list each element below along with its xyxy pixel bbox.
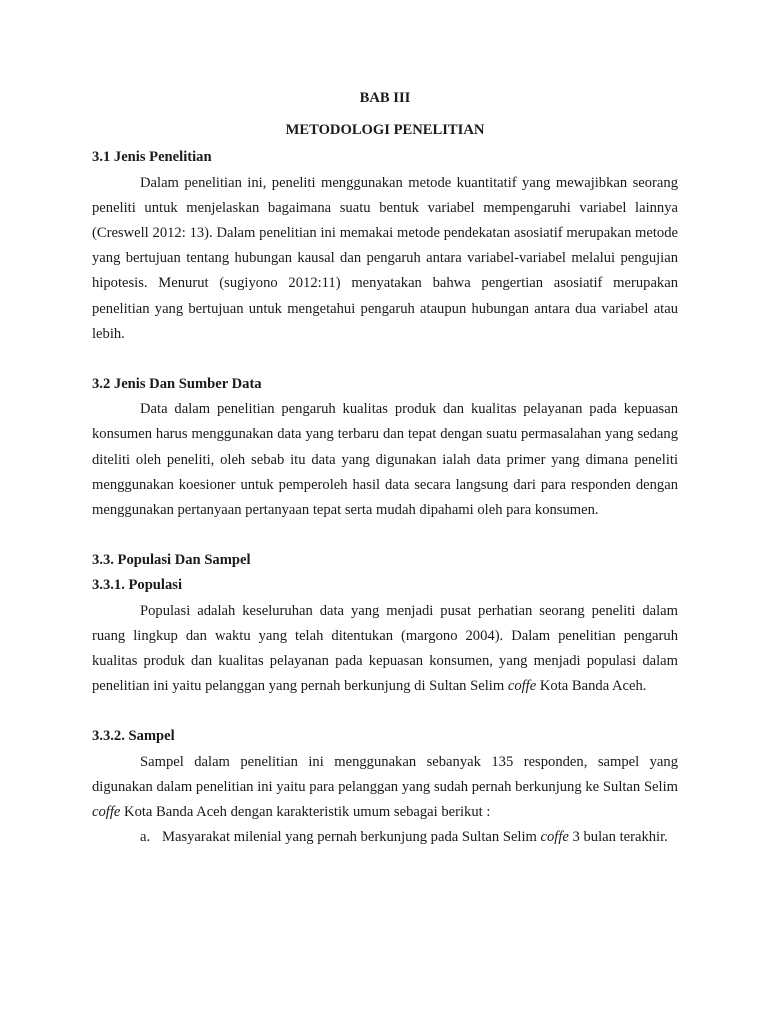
paragraph-populasi-start: Populasi adalah keseluruhan data yang menjadi pusat perhatian seorang peneliti dalam ruang lingkup dan waktu yang telah ditentukan (margono 2004). Dalam penelitian pengaruh kualitas produk dan kualitas pelayanan pada kepuasan konsumen, yang menjadi populasi dalam penelitian ini yaitu pelanggan yang pernah berkunjung di Sultan Selim bbox=[92, 602, 678, 695]
list-item-text bbox=[162, 825, 678, 850]
paragraph-populasi bbox=[92, 599, 678, 700]
document-page bbox=[92, 86, 678, 850]
spacer bbox=[92, 523, 678, 548]
paragraph-jenis-penelitian: Dalam penelitian ini, peneliti menggunakan metode kuantitatif yang mewajibkan seorang peneliti untuk menjelaskan bagaimana suatu bentuk variabel mempengaruhi variabel lainnya (Creswell 2012: 13). Dalam penelitian ini memakai metode pendekatan asosiatif merupakan metode yang bertujuan tentang hubungan kausal dan pengaruh antara variabel-variabel melalui pengujian hipotesis. Menurut (sugiyono 2012:11) menyatakan bahwa pengertian asosiatif merupakan penelitian yang bertujuan untuk mengetahui pengaruh ataupun hubungan antara dua variabel atau lebih. bbox=[92, 174, 678, 342]
paragraph-sampel-start: Sampel dalam penelitian ini menggunakan sebanyak 135 responden, sampel yang digunakan dalam penelitian ini yaitu para pelanggan yang sudah pernah berkunjung ke Sultan Selim bbox=[92, 753, 678, 795]
list-item-text-end: 3 bulan terakhir. bbox=[568, 829, 668, 846]
paragraph-populasi-end: Kota Banda Aceh. bbox=[536, 678, 647, 695]
subsection-heading-sampel: 3.3.2. Sampel bbox=[92, 728, 175, 745]
section-heading-jenis-penelitian: 3.1 Jenis Penelitian bbox=[92, 149, 212, 166]
spacer bbox=[92, 347, 678, 372]
paragraph-sampel-italic: coffe bbox=[92, 804, 121, 821]
characteristics-list bbox=[92, 825, 678, 850]
paragraph-jenis-sumber-data: Data dalam penelitian pengaruh kualitas produk dan kualitas pelayanan pada kepuasan konsumen harus menggunakan data yang terbaru dan tepat dengan suatu permasalahan yang sedang diteliti oleh peneliti, oleh sebab itu data yang digunakan ialah data primer yang dimana peneliti menggunakan koesioner untuk pemperoleh hasil data secara langsung dari para responden dengan menggunakan pertanyaan pertanyaan tepat serta mudah dipahami oleh para konsumen. bbox=[92, 401, 678, 519]
paragraph-populasi-italic: coffe bbox=[507, 678, 537, 695]
section-heading-jenis-sumber-data: 3.2 Jenis Dan Sumber Data bbox=[92, 376, 262, 393]
paragraph-sampel bbox=[92, 750, 678, 826]
chapter-title: METODOLOGI PENELITIAN bbox=[285, 122, 485, 139]
list-item-marker: a. bbox=[140, 829, 151, 846]
spacer bbox=[92, 699, 678, 724]
list-item bbox=[92, 825, 678, 850]
list-item-text-italic: coffe bbox=[540, 829, 569, 846]
section-heading-populasi-sampel: 3.3. Populasi Dan Sampel bbox=[92, 552, 251, 569]
chapter-label: BAB III bbox=[359, 90, 411, 106]
paragraph-sampel-end: Kota Banda Aceh dengan karakteristik umum sebagai berikut : bbox=[120, 804, 491, 821]
subsection-heading-populasi: 3.3.1. Populasi bbox=[92, 577, 183, 594]
list-item-text-start: Masyarakat milenial yang pernah berkunjung pada Sultan Selim bbox=[162, 829, 541, 846]
